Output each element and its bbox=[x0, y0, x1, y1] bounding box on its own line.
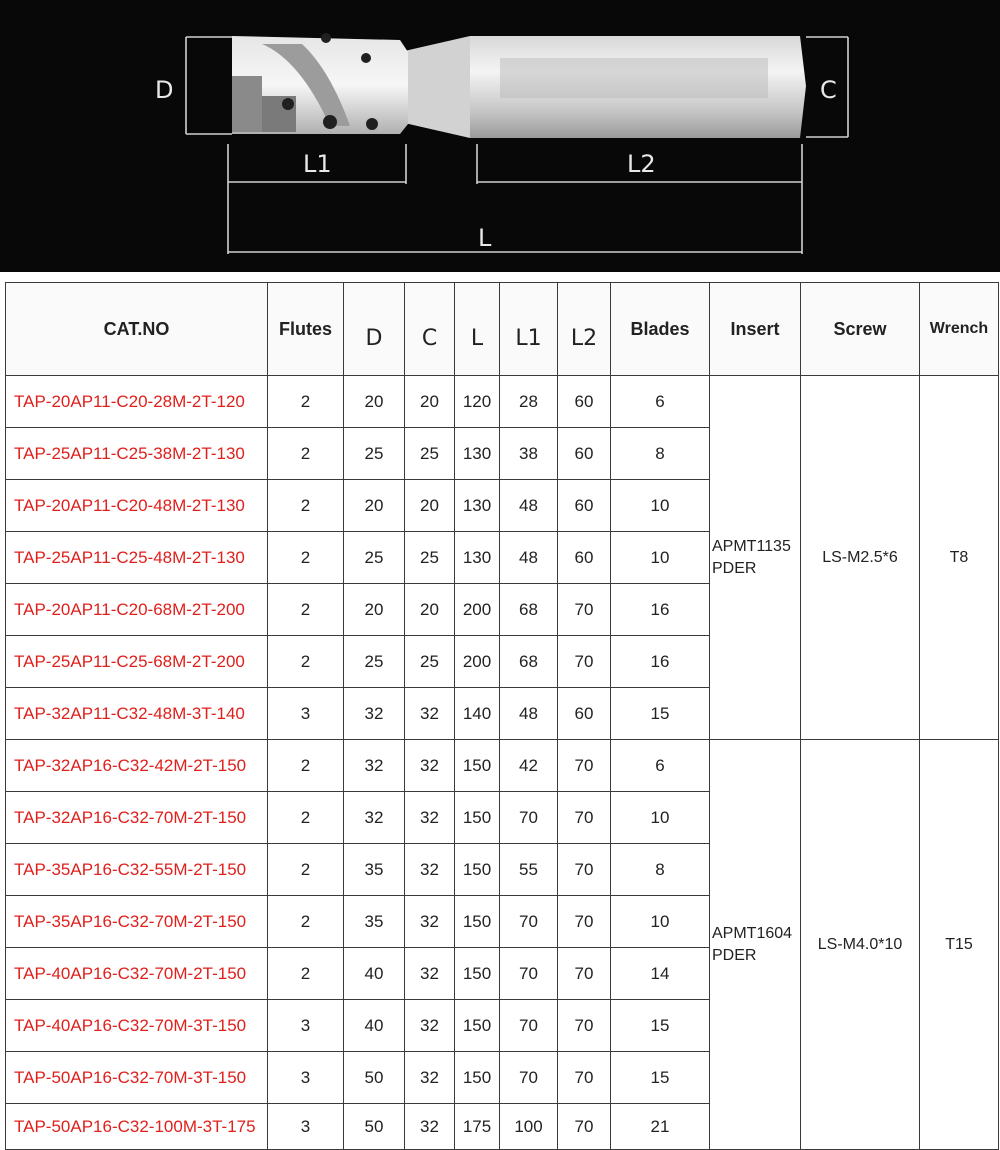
cell-l2: 70 bbox=[558, 584, 611, 636]
cell-flutes: 2 bbox=[268, 740, 344, 792]
cell-l1: 68 bbox=[500, 636, 558, 688]
cell-l: 150 bbox=[455, 896, 500, 948]
cell-flutes: 3 bbox=[268, 1104, 344, 1150]
cell-c: 25 bbox=[405, 532, 455, 584]
cell-flutes: 2 bbox=[268, 584, 344, 636]
cell-l1: 38 bbox=[500, 428, 558, 480]
cell-cat-no: TAP-35AP16-C32-55M-2T-150 bbox=[6, 844, 268, 896]
cell-c: 20 bbox=[405, 376, 455, 428]
cell-d: 40 bbox=[344, 948, 405, 1000]
cell-l2: 60 bbox=[558, 532, 611, 584]
insert-suffix: PDER bbox=[712, 946, 757, 964]
cell-flutes: 2 bbox=[268, 948, 344, 1000]
cell-d: 50 bbox=[344, 1052, 405, 1104]
cell-d: 20 bbox=[344, 480, 405, 532]
header-screw: Screw bbox=[801, 283, 920, 376]
cell-c: 32 bbox=[405, 844, 455, 896]
header-l1: L1 bbox=[500, 283, 558, 376]
cell-d: 40 bbox=[344, 1000, 405, 1052]
dimension-label-l2: L2 bbox=[627, 150, 656, 178]
cell-blades: 16 bbox=[611, 636, 710, 688]
cell-cat-no: TAP-50AP16-C32-100M-3T-175 bbox=[6, 1104, 268, 1150]
cell-l1: 48 bbox=[500, 688, 558, 740]
cell-l: 150 bbox=[455, 740, 500, 792]
cell-c: 32 bbox=[405, 1052, 455, 1104]
cell-blades: 8 bbox=[611, 428, 710, 480]
cell-flutes: 2 bbox=[268, 896, 344, 948]
cell-l: 130 bbox=[455, 480, 500, 532]
cell-flutes: 2 bbox=[268, 844, 344, 896]
cell-wrench: T15 bbox=[920, 740, 999, 1150]
cell-flutes: 2 bbox=[268, 792, 344, 844]
cell-cat-no: TAP-20AP11-C20-28M-2T-120 bbox=[6, 376, 268, 428]
cell-flutes: 3 bbox=[268, 1000, 344, 1052]
cell-c: 32 bbox=[405, 1000, 455, 1052]
cell-cat-no: TAP-20AP11-C20-48M-2T-130 bbox=[6, 480, 268, 532]
cell-l2: 70 bbox=[558, 792, 611, 844]
cell-d: 32 bbox=[344, 688, 405, 740]
cell-insert bbox=[710, 740, 801, 1150]
cell-c: 32 bbox=[405, 740, 455, 792]
cell-l: 175 bbox=[455, 1104, 500, 1150]
cell-l2: 70 bbox=[558, 844, 611, 896]
cell-l2: 70 bbox=[558, 1052, 611, 1104]
cell-d: 25 bbox=[344, 428, 405, 480]
cell-c: 20 bbox=[405, 584, 455, 636]
header-wrench: Wrench bbox=[920, 283, 999, 376]
cell-cat-no: TAP-50AP16-C32-70M-3T-150 bbox=[6, 1052, 268, 1104]
insert-model: APMT1604 bbox=[712, 924, 793, 942]
cell-blades: 15 bbox=[611, 1000, 710, 1052]
cell-l2: 70 bbox=[558, 948, 611, 1000]
cell-l1: 48 bbox=[500, 480, 558, 532]
cell-l2: 60 bbox=[558, 376, 611, 428]
cell-cat-no: TAP-32AP16-C32-42M-2T-150 bbox=[6, 740, 268, 792]
cell-l: 150 bbox=[455, 844, 500, 896]
cell-d: 20 bbox=[344, 584, 405, 636]
cell-l: 140 bbox=[455, 688, 500, 740]
cell-l2: 70 bbox=[558, 1104, 611, 1150]
cell-cat-no: TAP-40AP16-C32-70M-3T-150 bbox=[6, 1000, 268, 1052]
insert-model: APMT1135 bbox=[712, 537, 791, 555]
cell-l1: 48 bbox=[500, 532, 558, 584]
cell-l1: 55 bbox=[500, 844, 558, 896]
dimension-label-l1: L1 bbox=[303, 150, 332, 178]
dimension-label-d: D bbox=[155, 76, 174, 104]
dimension-label-c: C bbox=[820, 76, 837, 104]
cell-flutes: 2 bbox=[268, 480, 344, 532]
cell-cat-no: TAP-20AP11-C20-68M-2T-200 bbox=[6, 584, 268, 636]
specification-table bbox=[5, 282, 999, 1150]
cell-c: 20 bbox=[405, 480, 455, 532]
cell-l: 120 bbox=[455, 376, 500, 428]
cell-cat-no: TAP-25AP11-C25-48M-2T-130 bbox=[6, 532, 268, 584]
table-row bbox=[6, 740, 999, 792]
cell-c: 32 bbox=[405, 688, 455, 740]
cell-flutes: 2 bbox=[268, 532, 344, 584]
cell-blades: 14 bbox=[611, 948, 710, 1000]
header-c: C bbox=[405, 283, 455, 376]
dimension-label-l: L bbox=[478, 224, 492, 252]
cell-blades: 10 bbox=[611, 792, 710, 844]
cell-l1: 100 bbox=[500, 1104, 558, 1150]
cell-l: 150 bbox=[455, 948, 500, 1000]
product-drawing bbox=[0, 0, 1000, 272]
cell-l2: 60 bbox=[558, 480, 611, 532]
cell-c: 32 bbox=[405, 792, 455, 844]
cell-blades: 10 bbox=[611, 532, 710, 584]
cell-flutes: 2 bbox=[268, 636, 344, 688]
cell-l1: 70 bbox=[500, 948, 558, 1000]
cell-cat-no: TAP-32AP16-C32-70M-2T-150 bbox=[6, 792, 268, 844]
cell-c: 32 bbox=[405, 896, 455, 948]
table-row bbox=[6, 376, 999, 428]
cell-blades: 10 bbox=[611, 480, 710, 532]
cell-d: 35 bbox=[344, 844, 405, 896]
cell-l2: 70 bbox=[558, 740, 611, 792]
cell-l2: 70 bbox=[558, 636, 611, 688]
cell-cat-no: TAP-35AP16-C32-70M-2T-150 bbox=[6, 896, 268, 948]
cell-l: 150 bbox=[455, 1052, 500, 1104]
cell-c: 32 bbox=[405, 1104, 455, 1150]
table-body bbox=[6, 376, 999, 1150]
cell-flutes: 3 bbox=[268, 688, 344, 740]
cell-flutes: 2 bbox=[268, 428, 344, 480]
cell-blades: 6 bbox=[611, 740, 710, 792]
cell-l: 200 bbox=[455, 636, 500, 688]
cell-c: 25 bbox=[405, 636, 455, 688]
cell-blades: 6 bbox=[611, 376, 710, 428]
cell-flutes: 2 bbox=[268, 376, 344, 428]
cell-l1: 68 bbox=[500, 584, 558, 636]
cell-d: 32 bbox=[344, 740, 405, 792]
cell-wrench: T8 bbox=[920, 376, 999, 740]
cell-l2: 70 bbox=[558, 1000, 611, 1052]
cell-insert bbox=[710, 376, 801, 740]
cell-c: 25 bbox=[405, 428, 455, 480]
cell-l2: 60 bbox=[558, 688, 611, 740]
cell-l1: 28 bbox=[500, 376, 558, 428]
cell-cat-no: TAP-25AP11-C25-38M-2T-130 bbox=[6, 428, 268, 480]
end-mill-illustration bbox=[0, 0, 1000, 272]
cell-l2: 70 bbox=[558, 896, 611, 948]
cell-c: 32 bbox=[405, 948, 455, 1000]
cell-cat-no: TAP-25AP11-C25-68M-2T-200 bbox=[6, 636, 268, 688]
cell-l1: 42 bbox=[500, 740, 558, 792]
cell-l1: 70 bbox=[500, 792, 558, 844]
cell-blades: 16 bbox=[611, 584, 710, 636]
cell-screw: LS-M4.0*10 bbox=[801, 740, 920, 1150]
cell-blades: 8 bbox=[611, 844, 710, 896]
cell-flutes: 3 bbox=[268, 1052, 344, 1104]
cell-l: 150 bbox=[455, 1000, 500, 1052]
header-row bbox=[6, 283, 999, 376]
cell-cat-no: TAP-40AP16-C32-70M-2T-150 bbox=[6, 948, 268, 1000]
header-l: L bbox=[455, 283, 500, 376]
header-blades: Blades bbox=[611, 283, 710, 376]
cell-blades: 10 bbox=[611, 896, 710, 948]
cell-blades: 15 bbox=[611, 1052, 710, 1104]
header-l2: L2 bbox=[558, 283, 611, 376]
cell-l1: 70 bbox=[500, 1000, 558, 1052]
cell-l1: 70 bbox=[500, 1052, 558, 1104]
cell-screw: LS-M2.5*6 bbox=[801, 376, 920, 740]
header-insert: Insert bbox=[710, 283, 801, 376]
cell-d: 25 bbox=[344, 532, 405, 584]
cell-blades: 21 bbox=[611, 1104, 710, 1150]
cell-l1: 70 bbox=[500, 896, 558, 948]
cell-l: 150 bbox=[455, 792, 500, 844]
cell-l: 130 bbox=[455, 428, 500, 480]
cell-l2: 60 bbox=[558, 428, 611, 480]
cell-blades: 15 bbox=[611, 688, 710, 740]
cell-l: 200 bbox=[455, 584, 500, 636]
header-flutes: Flutes bbox=[268, 283, 344, 376]
cell-d: 50 bbox=[344, 1104, 405, 1150]
cell-cat-no: TAP-32AP11-C32-48M-3T-140 bbox=[6, 688, 268, 740]
header-cat-no: CAT.NO bbox=[6, 283, 268, 376]
header-d: D bbox=[344, 283, 405, 376]
cell-d: 35 bbox=[344, 896, 405, 948]
cell-l: 130 bbox=[455, 532, 500, 584]
cell-d: 32 bbox=[344, 792, 405, 844]
cell-d: 25 bbox=[344, 636, 405, 688]
cell-d: 20 bbox=[344, 376, 405, 428]
insert-suffix: PDER bbox=[712, 559, 757, 577]
